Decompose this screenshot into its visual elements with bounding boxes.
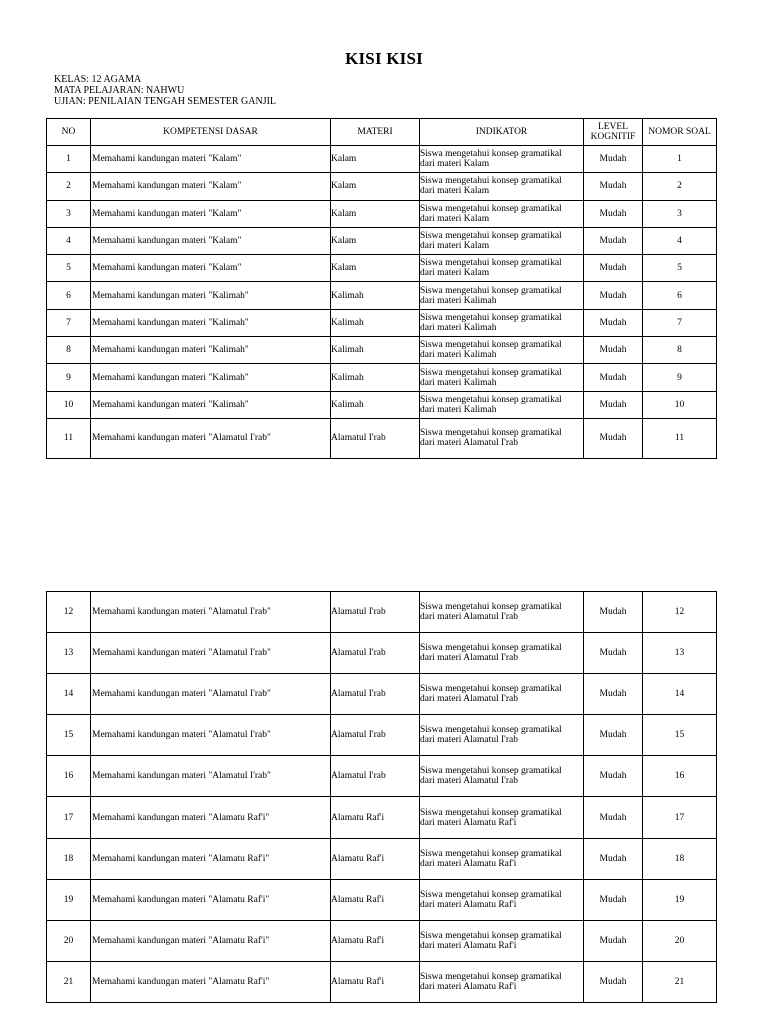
cell-indikator <box>420 227 584 254</box>
cell-level-kognitif: Mudah <box>584 337 643 364</box>
cell-indikator <box>420 364 584 391</box>
indikator-line-1: Siswa mengetahui konsep gramatikal <box>420 930 562 941</box>
cell-materi: Alamatul I'rab <box>331 674 420 715</box>
header-kompetensi-dasar: KOMPETENSI DASAR <box>91 119 331 146</box>
cell-kompetensi-dasar: Memahami kandungan materi "Alamatul I'rab" <box>91 592 331 633</box>
indikator-line-2: dari materi Kalimah <box>420 404 497 415</box>
indikator-line-2: dari materi Kalimah <box>420 295 497 306</box>
cell-level-kognitif: Mudah <box>584 200 643 227</box>
cell-kompetensi-dasar: Memahami kandungan materi "Alamatul I'rab" <box>91 756 331 797</box>
cell-nomor-soal: 6 <box>643 282 717 309</box>
cell-nomor-soal: 5 <box>643 255 717 282</box>
indikator-line-1: Siswa mengetahui konsep gramatikal <box>420 848 562 859</box>
indikator-line-2: dari materi Kalam <box>420 241 490 252</box>
cell-nomor-soal: 7 <box>643 309 717 336</box>
cell-level-kognitif: Mudah <box>584 227 643 254</box>
cell-no: 3 <box>47 200 91 227</box>
table-row <box>47 337 717 364</box>
table-row <box>47 920 717 961</box>
cell-nomor-soal: 8 <box>643 337 717 364</box>
cell-nomor-soal: 1 <box>643 146 717 173</box>
header-level-kognitif <box>584 119 643 146</box>
cell-materi: Alamatu Raf'i <box>331 920 420 961</box>
kisi-table-page-2 <box>46 591 717 1003</box>
cell-indikator <box>420 418 584 458</box>
table-row <box>47 756 717 797</box>
cell-level-kognitif: Mudah <box>584 879 643 920</box>
table-row <box>47 418 717 458</box>
cell-no: 17 <box>47 797 91 838</box>
cell-no: 16 <box>47 756 91 797</box>
cell-level-kognitif: Mudah <box>584 838 643 879</box>
cell-indikator <box>420 879 584 920</box>
indikator-line-2: dari materi Alamatul I'rab <box>420 438 518 449</box>
cell-kompetensi-dasar: Memahami kandungan materi "Alamatul I'rab" <box>91 674 331 715</box>
indikator-line-2: dari materi Kalam <box>420 186 490 197</box>
cell-no: 1 <box>47 146 91 173</box>
cell-level-kognitif: Mudah <box>584 309 643 336</box>
page-title: KISI KISI <box>345 49 423 68</box>
indikator-line-2: dari materi Alamatu Raf'i <box>420 858 517 869</box>
cell-materi: Kalimah <box>331 391 420 418</box>
indikator-line-1: Siswa mengetahui konsep gramatikal <box>420 725 562 736</box>
header-materi: MATERI <box>331 119 420 146</box>
cell-level-kognitif: Mudah <box>584 418 643 458</box>
cell-kompetensi-dasar: Memahami kandungan materi "Alamatul I'rab" <box>91 418 331 458</box>
indikator-line-1: Siswa mengetahui konsep gramatikal <box>420 807 562 818</box>
cell-kompetensi-dasar: Memahami kandungan materi "Alamatu Raf'i" <box>91 961 331 1002</box>
indikator-line-2: dari materi Alamatu Raf'i <box>420 899 517 910</box>
cell-nomor-soal: 11 <box>643 418 717 458</box>
header-level-line-1: LEVEL <box>597 122 629 132</box>
cell-nomor-soal: 21 <box>643 961 717 1002</box>
cell-kompetensi-dasar: Memahami kandungan materi "Alamatu Raf'i" <box>91 920 331 961</box>
cell-indikator <box>420 391 584 418</box>
cell-materi: Kalam <box>331 200 420 227</box>
indikator-line-1: Siswa mengetahui konsep gramatikal <box>420 340 562 351</box>
cell-indikator <box>420 633 584 674</box>
indikator-line-1: Siswa mengetahui konsep gramatikal <box>420 149 562 160</box>
cell-level-kognitif: Mudah <box>584 173 643 200</box>
cell-no: 18 <box>47 838 91 879</box>
ujian-line: UJIAN: PENILAIAN TENGAH SEMESTER GANJIL <box>54 96 277 107</box>
indikator-line-2: dari materi Alamatul I'rab <box>420 694 518 705</box>
indikator-line-1: Siswa mengetahui konsep gramatikal <box>420 971 562 982</box>
cell-indikator <box>420 715 584 756</box>
cell-nomor-soal: 19 <box>643 879 717 920</box>
indikator-line-2: dari materi Alamatu Raf'i <box>420 940 517 951</box>
cell-kompetensi-dasar: Memahami kandungan materi "Kalimah" <box>91 282 331 309</box>
cell-indikator <box>420 146 584 173</box>
cell-materi: Kalam <box>331 146 420 173</box>
cell-no: 11 <box>47 418 91 458</box>
cell-no: 2 <box>47 173 91 200</box>
indikator-line-1: Siswa mengetahui konsep gramatikal <box>420 643 562 654</box>
cell-indikator <box>420 173 584 200</box>
cell-no: 12 <box>47 592 91 633</box>
indikator-line-2: dari materi Alamatu Raf'i <box>420 981 517 992</box>
cell-nomor-soal: 4 <box>643 227 717 254</box>
indikator-line-1: Siswa mengetahui konsep gramatikal <box>420 394 562 405</box>
cell-no: 21 <box>47 961 91 1002</box>
cell-kompetensi-dasar: Memahami kandungan materi "Alamatul I'rab" <box>91 633 331 674</box>
table-row <box>47 674 717 715</box>
table-row <box>47 255 717 282</box>
table-row <box>47 391 717 418</box>
cell-indikator <box>420 200 584 227</box>
cell-materi: Alamatu Raf'i <box>331 879 420 920</box>
cell-no: 9 <box>47 364 91 391</box>
table-row <box>47 309 717 336</box>
cell-level-kognitif: Mudah <box>584 674 643 715</box>
cell-materi: Alamatu Raf'i <box>331 838 420 879</box>
cell-indikator <box>420 282 584 309</box>
indikator-line-1: Siswa mengetahui konsep gramatikal <box>420 766 562 777</box>
header-level-line-2: KOGNITIF <box>590 132 636 142</box>
cell-level-kognitif: Mudah <box>584 920 643 961</box>
cell-level-kognitif: Mudah <box>584 364 643 391</box>
table-row <box>47 173 717 200</box>
cell-kompetensi-dasar: Memahami kandungan materi "Alamatu Raf'i" <box>91 797 331 838</box>
header-no: NO <box>47 119 91 146</box>
cell-no: 4 <box>47 227 91 254</box>
cell-nomor-soal: 13 <box>643 633 717 674</box>
indikator-line-1: Siswa mengetahui konsep gramatikal <box>420 684 562 695</box>
table-row <box>47 961 717 1002</box>
cell-materi: Alamatu Raf'i <box>331 797 420 838</box>
cell-kompetensi-dasar: Memahami kandungan materi "Kalimah" <box>91 364 331 391</box>
cell-level-kognitif: Mudah <box>584 633 643 674</box>
cell-materi: Kalimah <box>331 282 420 309</box>
indikator-line-2: dari materi Kalimah <box>420 377 497 388</box>
cell-no: 13 <box>47 633 91 674</box>
cell-no: 20 <box>47 920 91 961</box>
cell-kompetensi-dasar: Memahami kandungan materi "Kalam" <box>91 227 331 254</box>
cell-indikator <box>420 255 584 282</box>
cell-materi: Alamatul I'rab <box>331 592 420 633</box>
table-row <box>47 879 717 920</box>
indikator-line-1: Siswa mengetahui konsep gramatikal <box>420 176 562 187</box>
table-row <box>47 592 717 633</box>
table-row <box>47 838 717 879</box>
cell-kompetensi-dasar: Memahami kandungan materi "Kalimah" <box>91 337 331 364</box>
cell-kompetensi-dasar: Memahami kandungan materi "Kalam" <box>91 173 331 200</box>
cell-level-kognitif: Mudah <box>584 282 643 309</box>
cell-nomor-soal: 12 <box>643 592 717 633</box>
cell-nomor-soal: 3 <box>643 200 717 227</box>
cell-kompetensi-dasar: Memahami kandungan materi "Alamatu Raf'i" <box>91 879 331 920</box>
indikator-line-2: dari materi Kalam <box>420 268 490 279</box>
indikator-line-2: dari materi Alamatul I'rab <box>420 735 518 746</box>
indikator-line-2: dari materi Kalam <box>420 159 490 170</box>
cell-indikator <box>420 674 584 715</box>
cell-materi: Kalam <box>331 227 420 254</box>
cell-level-kognitif: Mudah <box>584 961 643 1002</box>
cell-materi: Alamatul I'rab <box>331 418 420 458</box>
cell-nomor-soal: 10 <box>643 391 717 418</box>
indikator-line-2: dari materi Kalimah <box>420 350 497 361</box>
cell-materi: Alamatu Raf'i <box>331 961 420 1002</box>
indikator-line-2: dari materi Alamatul I'rab <box>420 776 518 787</box>
cell-no: 6 <box>47 282 91 309</box>
table-row <box>47 797 717 838</box>
indikator-line-2: dari materi Kalimah <box>420 322 497 333</box>
cell-indikator <box>420 756 584 797</box>
indikator-line-2: dari materi Kalam <box>420 213 490 224</box>
cell-indikator <box>420 920 584 961</box>
cell-nomor-soal: 9 <box>643 364 717 391</box>
cell-materi: Kalimah <box>331 309 420 336</box>
table-row <box>47 146 717 173</box>
cell-indikator <box>420 309 584 336</box>
cell-kompetensi-dasar: Memahami kandungan materi "Kalam" <box>91 200 331 227</box>
document-meta <box>54 74 276 107</box>
cell-level-kognitif: Mudah <box>584 146 643 173</box>
mapel-line: MATA PELAJARAN: NAHWU <box>54 85 185 96</box>
indikator-line-2: dari materi Alamatul I'rab <box>420 653 518 664</box>
cell-indikator <box>420 337 584 364</box>
indikator-line-1: Siswa mengetahui konsep gramatikal <box>420 312 562 323</box>
cell-indikator <box>420 961 584 1002</box>
cell-no: 7 <box>47 309 91 336</box>
cell-level-kognitif: Mudah <box>584 715 643 756</box>
cell-level-kognitif: Mudah <box>584 756 643 797</box>
indikator-line-1: Siswa mengetahui konsep gramatikal <box>420 203 562 214</box>
indikator-line-1: Siswa mengetahui konsep gramatikal <box>420 602 562 613</box>
cell-no: 14 <box>47 674 91 715</box>
table-row <box>47 633 717 674</box>
cell-level-kognitif: Mudah <box>584 391 643 418</box>
cell-kompetensi-dasar: Memahami kandungan materi "Kalam" <box>91 146 331 173</box>
indikator-line-1: Siswa mengetahui konsep gramatikal <box>420 285 562 296</box>
cell-no: 8 <box>47 337 91 364</box>
cell-no: 5 <box>47 255 91 282</box>
cell-level-kognitif: Mudah <box>584 255 643 282</box>
indikator-line-1: Siswa mengetahui konsep gramatikal <box>420 231 562 242</box>
cell-kompetensi-dasar: Memahami kandungan materi "Kalimah" <box>91 309 331 336</box>
header-indikator: INDIKATOR <box>420 119 584 146</box>
cell-nomor-soal: 17 <box>643 797 717 838</box>
cell-kompetensi-dasar: Memahami kandungan materi "Kalimah" <box>91 391 331 418</box>
indikator-line-1: Siswa mengetahui konsep gramatikal <box>420 428 562 439</box>
cell-kompetensi-dasar: Memahami kandungan materi "Alamatu Raf'i" <box>91 838 331 879</box>
kelas-line: KELAS: 12 AGAMA <box>54 74 142 85</box>
cell-nomor-soal: 20 <box>643 920 717 961</box>
header-nomor-soal: NOMOR SOAL <box>643 119 717 146</box>
cell-materi: Kalimah <box>331 337 420 364</box>
cell-materi: Kalam <box>331 255 420 282</box>
cell-kompetensi-dasar: Memahami kandungan materi "Kalam" <box>91 255 331 282</box>
cell-kompetensi-dasar: Memahami kandungan materi "Alamatul I'rab" <box>91 715 331 756</box>
table-header-row <box>47 119 717 146</box>
table-row <box>47 227 717 254</box>
indikator-line-2: dari materi Alamatu Raf'i <box>420 817 517 828</box>
cell-indikator <box>420 838 584 879</box>
indikator-line-1: Siswa mengetahui konsep gramatikal <box>420 367 562 378</box>
cell-nomor-soal: 18 <box>643 838 717 879</box>
cell-level-kognitif: Mudah <box>584 592 643 633</box>
cell-materi: Alamatul I'rab <box>331 756 420 797</box>
cell-nomor-soal: 16 <box>643 756 717 797</box>
cell-no: 10 <box>47 391 91 418</box>
indikator-line-1: Siswa mengetahui konsep gramatikal <box>420 889 562 900</box>
table-row <box>47 364 717 391</box>
cell-indikator <box>420 592 584 633</box>
table-row <box>47 200 717 227</box>
cell-no: 15 <box>47 715 91 756</box>
indikator-line-2: dari materi Alamatul I'rab <box>420 612 518 623</box>
cell-no: 19 <box>47 879 91 920</box>
table-row <box>47 715 717 756</box>
cell-materi: Kalam <box>331 173 420 200</box>
indikator-line-1: Siswa mengetahui konsep gramatikal <box>420 258 562 269</box>
cell-indikator <box>420 797 584 838</box>
kisi-table-page-1 <box>46 118 717 459</box>
cell-materi: Kalimah <box>331 364 420 391</box>
cell-materi: Alamatul I'rab <box>331 715 420 756</box>
cell-materi: Alamatul I'rab <box>331 633 420 674</box>
cell-level-kognitif: Mudah <box>584 797 643 838</box>
cell-nomor-soal: 15 <box>643 715 717 756</box>
cell-nomor-soal: 2 <box>643 173 717 200</box>
table-row <box>47 282 717 309</box>
cell-nomor-soal: 14 <box>643 674 717 715</box>
